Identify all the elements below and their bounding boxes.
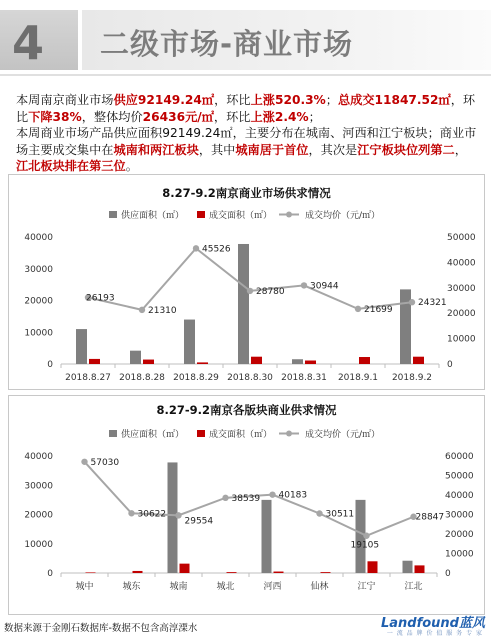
p1-segment: ； bbox=[325, 93, 338, 107]
x-axis-label: 仙林 bbox=[310, 582, 329, 592]
line-point-price bbox=[316, 510, 322, 516]
data-label-price: 21699 bbox=[364, 304, 393, 315]
chart-panel-district bbox=[8, 395, 485, 615]
y-axis-tick-right: 60000 bbox=[445, 452, 474, 462]
data-source-note: 数据来源于金刚石数据库-数据不包含高淳溧水 bbox=[4, 623, 198, 634]
p2-segment: 城南居于首位 bbox=[235, 142, 309, 157]
y-axis-tick-left: 30000 bbox=[24, 481, 53, 492]
bar-supply bbox=[403, 561, 413, 573]
line-point-price bbox=[193, 245, 199, 251]
bar-supply bbox=[168, 462, 178, 573]
x-axis-label: 2018.8.31 bbox=[281, 373, 327, 383]
section-header bbox=[0, 0, 491, 78]
legend-label-price: 成交均价（元/㎡） bbox=[305, 430, 381, 440]
bar-deal bbox=[86, 572, 96, 573]
logo-tagline: 一 流 品 牌 价 值 服 务 专 家 bbox=[386, 630, 483, 637]
line-point-price bbox=[175, 512, 181, 518]
p2-segment: 江宁板块位列第二 bbox=[357, 142, 455, 157]
data-label-price: 30511 bbox=[325, 509, 355, 520]
x-axis-label: 江北 bbox=[404, 582, 423, 592]
chart-daily-supply-demand bbox=[9, 175, 484, 389]
p1-segment: 上涨520.3% bbox=[250, 93, 326, 107]
p2-segment: ，其次是 bbox=[308, 142, 358, 157]
y-axis-tick-right: 30000 bbox=[447, 283, 476, 294]
bar-deal bbox=[143, 360, 154, 364]
line-point-price bbox=[81, 459, 87, 465]
bar-deal bbox=[415, 565, 425, 573]
y-axis-tick-right: 40000 bbox=[447, 258, 476, 269]
line-point-price bbox=[409, 299, 415, 305]
chart-title: 8.27-9.2南京各版块商业供求情况 bbox=[156, 403, 337, 417]
p1-segment: 上涨2.4% bbox=[250, 109, 309, 124]
line-price bbox=[88, 248, 412, 310]
data-label-price: 45526 bbox=[202, 244, 231, 255]
y-axis-tick-left: 30000 bbox=[24, 264, 53, 275]
y-axis-tick-left: 40000 bbox=[24, 452, 53, 462]
y-axis-tick-right: 50000 bbox=[445, 471, 474, 482]
x-axis-label: 城北 bbox=[216, 582, 235, 592]
p1-segment: ； bbox=[308, 109, 321, 124]
legend-label-supply: 供应面积（㎡） bbox=[121, 430, 185, 440]
x-axis-label: 城中 bbox=[75, 582, 94, 592]
intro-paragraph-2 bbox=[16, 125, 478, 175]
line-point-price bbox=[363, 533, 369, 539]
y-axis-tick-left: 10000 bbox=[24, 539, 53, 550]
x-axis-label: 江宁 bbox=[357, 582, 376, 592]
x-axis-label: 城东 bbox=[122, 582, 141, 592]
legend-swatch-deal bbox=[197, 211, 205, 218]
chart-title: 8.27-9.2南京商业市场供求情况 bbox=[162, 186, 331, 200]
data-label-price: 29554 bbox=[184, 516, 214, 527]
bar-supply bbox=[76, 329, 87, 364]
data-label-price: 40183 bbox=[278, 490, 308, 501]
y-axis-tick-left: 10000 bbox=[24, 328, 53, 339]
bar-deal bbox=[413, 357, 424, 364]
line-point-price bbox=[139, 307, 145, 313]
data-label-price: 30944 bbox=[310, 281, 339, 292]
data-label-price: 21310 bbox=[148, 305, 177, 316]
p2-segment: 本周商业市场产品供应面积92149.24㎡，主要分布在城南、河西和江宁板块；商业市场主要成交集中在 bbox=[16, 126, 477, 157]
y-axis-tick-left: 40000 bbox=[24, 233, 53, 243]
bar-deal bbox=[305, 361, 316, 364]
data-label-price: 19105 bbox=[350, 540, 380, 551]
section-title: 二级市场-商业市场 bbox=[100, 27, 354, 61]
bar-deal bbox=[89, 359, 100, 364]
header-divider bbox=[0, 74, 491, 76]
legend-label-deal: 成交面积（㎡） bbox=[209, 430, 273, 440]
p1-segment: ，整体均价 bbox=[81, 109, 143, 124]
line-point-price bbox=[222, 495, 228, 501]
p2-segment: ，其中 bbox=[198, 142, 236, 157]
p1-segment: 本周南京商业市场 bbox=[16, 93, 114, 107]
intro-paragraph-1 bbox=[16, 92, 478, 125]
p2-segment: ， bbox=[454, 142, 467, 157]
landfound-logo bbox=[375, 612, 485, 638]
x-axis-label: 2018.8.28 bbox=[119, 373, 165, 383]
x-axis-label: 城南 bbox=[169, 582, 188, 592]
data-label-price: 57030 bbox=[90, 457, 120, 468]
p2-segment: 江北板块排在第三位 bbox=[16, 159, 126, 173]
legend-swatch-supply bbox=[109, 430, 117, 437]
p1-segment: 26436元/㎡ bbox=[142, 109, 214, 124]
bar-deal bbox=[251, 357, 262, 364]
p1-segment: ，环比 bbox=[214, 93, 251, 107]
bar-deal bbox=[368, 561, 378, 573]
y-axis-tick-right: 40000 bbox=[445, 491, 474, 501]
line-point-price bbox=[247, 288, 253, 294]
intro-text bbox=[16, 92, 478, 175]
y-axis-tick-right: 10000 bbox=[445, 549, 474, 560]
p1-segment: 总成交11847.52㎡ bbox=[337, 93, 451, 107]
chart-panel-daily bbox=[8, 174, 485, 390]
logo-wordmark: Landfound蓝风 bbox=[380, 616, 485, 631]
bar-deal bbox=[180, 564, 190, 573]
y-axis-tick-left: 0 bbox=[47, 360, 53, 370]
x-axis-label: 2018.9.1 bbox=[337, 373, 379, 383]
y-axis-tick-right: 20000 bbox=[445, 530, 474, 540]
x-axis-label: 2018.8.30 bbox=[227, 373, 273, 383]
legend-swatch-supply bbox=[109, 211, 117, 218]
bar-supply bbox=[130, 351, 141, 364]
bar-supply bbox=[292, 359, 303, 364]
legend-label-price: 成交均价（元/㎡） bbox=[305, 211, 381, 221]
y-axis-tick-left: 20000 bbox=[24, 510, 53, 521]
legend-marker-price bbox=[286, 431, 292, 437]
bar-deal bbox=[133, 571, 143, 573]
legend-label-supply: 供应面积（㎡） bbox=[121, 211, 185, 221]
y-axis-tick-right: 0 bbox=[447, 360, 453, 370]
bar-supply bbox=[262, 500, 272, 573]
p1-segment: 供应92149.24㎡ bbox=[113, 93, 215, 107]
line-point-price bbox=[355, 306, 361, 312]
bar-supply bbox=[238, 244, 249, 364]
y-axis-tick-right: 10000 bbox=[447, 334, 476, 345]
x-axis-label: 河西 bbox=[263, 582, 282, 592]
bar-supply bbox=[184, 320, 195, 364]
line-point-price bbox=[301, 282, 307, 288]
y-axis-tick-right: 50000 bbox=[447, 233, 476, 243]
bar-deal bbox=[197, 362, 208, 364]
x-axis-label: 2018.9.2 bbox=[391, 373, 433, 383]
p1-segment: ，环比 bbox=[213, 109, 251, 124]
bar-deal bbox=[274, 572, 284, 573]
legend-marker-price bbox=[286, 212, 292, 218]
section-number-box bbox=[0, 10, 78, 70]
data-label-price: 30622 bbox=[137, 509, 167, 520]
bar-deal bbox=[321, 572, 331, 573]
p2-segment: 。 bbox=[125, 159, 138, 173]
y-axis-tick-right: 30000 bbox=[445, 510, 474, 521]
y-axis-tick-right: 20000 bbox=[447, 309, 476, 320]
data-label-price: 28780 bbox=[256, 286, 285, 297]
line-point-price bbox=[269, 491, 275, 497]
section-number: 4 bbox=[12, 16, 45, 70]
y-axis-tick-left: 0 bbox=[47, 569, 53, 579]
data-label-price: 38539 bbox=[231, 493, 261, 504]
y-axis-tick-right: 0 bbox=[445, 569, 451, 579]
bar-deal bbox=[227, 572, 237, 573]
p2-segment: 城南和两江板块 bbox=[113, 142, 199, 157]
chart-district-supply-demand bbox=[9, 396, 484, 614]
line-point-price bbox=[128, 510, 134, 516]
legend-swatch-deal bbox=[197, 430, 205, 437]
bar-deal bbox=[359, 357, 370, 364]
x-axis-label: 2018.8.29 bbox=[173, 373, 219, 383]
y-axis-tick-left: 20000 bbox=[24, 296, 53, 307]
data-label-price: 28847 bbox=[415, 512, 445, 523]
p1-segment: 下降38% bbox=[28, 109, 82, 124]
data-label-price: 24321 bbox=[418, 298, 447, 309]
data-label-price: 26193 bbox=[86, 293, 115, 304]
x-axis-label: 2018.8.27 bbox=[65, 373, 111, 383]
legend-label-deal: 成交面积（㎡） bbox=[209, 211, 273, 221]
p1-segment: ，环比 bbox=[16, 93, 476, 124]
